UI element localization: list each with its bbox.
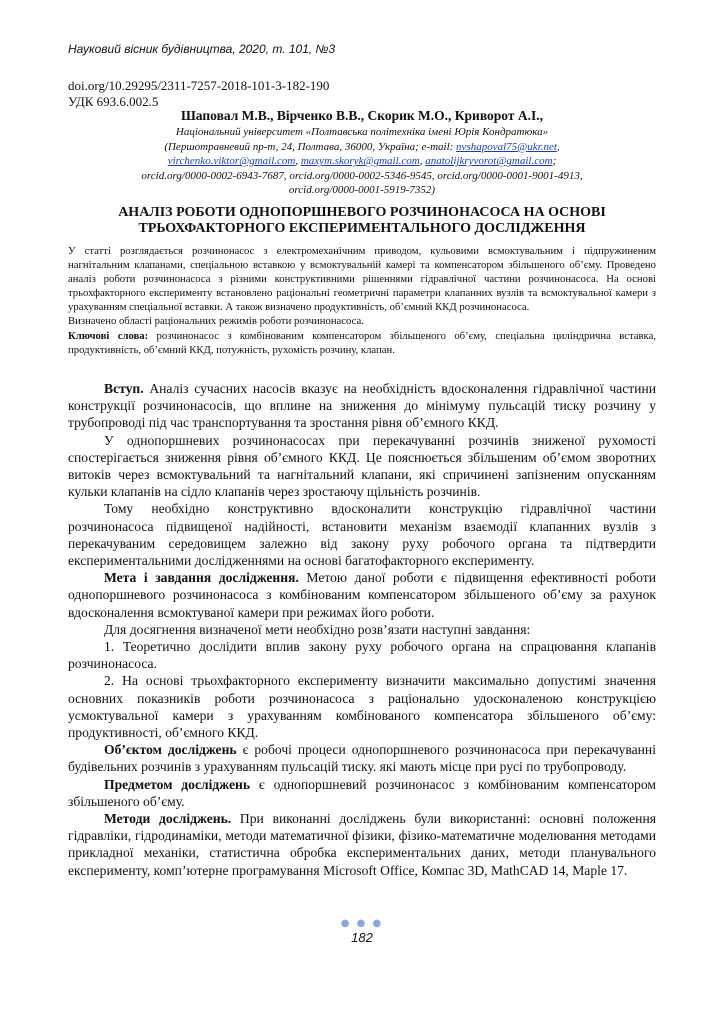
keywords	[68, 329, 656, 357]
paragraph: Для досягнення визначеної мети необхідно розв’язати наступні завдання:	[104, 621, 531, 637]
title-line-2: ТРЬОХФАКТОРНОГО ЕКСПЕРИМЕНТАЛЬНОГО ДОСЛІДЖЕННЯ	[138, 221, 586, 236]
abstract-text: У статті розглядається розчинонасос з електромеханічним приводом, кульовими всмоктувальним і підпружиненим нагнітальним клапанами, спеціальною вставкою у всмоктувальній камері та компенсатором збільшеного об’єму. Проведено аналіз роботи розчинонасоса з різними конструктивними рішеннями гідравлічної частини розчинонасоса. На основі трьохфакторного експерименту встановлено раціональні геометричні параметри клапанних вузлів та всмоктувальної камери з урахуванням спеціальної вставки. А також визначено продуктивність, об’ємний ККД розчинонасоса.	[68, 245, 656, 314]
abstract	[68, 244, 656, 357]
doi: doi.org/10.29295/2311-7257-2018-101-3-182-190	[68, 78, 330, 93]
paragraph-text: є однопоршневий розчинонасос з комбінованим компенсатором збільшеного об’єму.	[68, 776, 656, 809]
body-text	[68, 380, 656, 879]
journal-header: Науковий вісник будівництва, 2020, т. 101, №3	[68, 42, 336, 56]
orcid-line-1: orcid.org/0000-0002-6943-7687, orcid.org/0000-0002-5346-9545, orcid.org/0000-0001-9001-4913,	[141, 169, 583, 182]
affiliation	[68, 125, 656, 198]
paragraph	[68, 776, 656, 810]
section-heading: Об’єктом досліджень	[104, 742, 237, 758]
abstract-text-2: Визначено області раціональних режимів роботи розчинонасоса.	[68, 315, 364, 328]
keywords-text: розчинонасос з комбінованим компенсатором збільшеного об’єму, спеціальна циліндрична вставка, продуктивність, об’ємний ККД, потужність, рухомість розчину, клапан.	[68, 329, 656, 356]
section-heading: Методи досліджень.	[104, 811, 232, 827]
paragraph-text: Аналіз сучасних насосів вказує на необхідність вдосконалення гідравлічної частини конструкції розчинонасосів, що вплине на зниження до мінімуму пульсацій тиску розчину у трубопроводі під час транспортування та зростання рівня об’ємного ККД.	[68, 381, 656, 431]
orcid-line-2: orcid.org/0000-0001-5919-7352)	[288, 184, 436, 197]
paragraph	[68, 810, 656, 879]
affiliation-address: (Першотравневий пр-т, 24, Полтава, 36000, Україна; e-mail: nvshapoval75@ukr.net,	[164, 140, 560, 153]
page-number: 182	[351, 930, 373, 945]
affiliation-line: Національний університет «Полтавська політехніка імені Юрія Кондратюка»	[175, 126, 549, 138]
authors: Шаповал М.В., Вірченко В.В., Скорик М.О., Криворот А.І.,	[180, 108, 543, 123]
paragraph	[68, 741, 656, 775]
section-heading: Мета і завдання дослідження.	[104, 570, 299, 586]
paragraph-text: При виконанні досліджень були використанні: основні положення гідравліки, гідродинаміки, методи математичної фізики, фізико-математичне моделювання методами прикладної механіки, статистична обробка експериментальних даних, методи планувального експерименту, комп’ютерне програмування Microsoft Office, Компас 3D, MathCAD 14, Maple 17.	[68, 811, 656, 878]
email-link-1[interactable]: nvshapoval75@ukr.net	[456, 140, 557, 153]
keywords-label: Ключові слова:	[68, 329, 149, 342]
address-text: (Першотравневий пр-т, 24, Полтава, 36000, Україна; e-mail:	[164, 140, 457, 153]
paper-title	[68, 205, 656, 237]
paragraph	[68, 380, 656, 432]
paragraph: У однопоршневих розчинонасосах при перекачуванні розчинів зниженої рухомості спостерігається зниження рівня об’ємного ККД. Це пояснюється збільшеним об’ємом зворотних витоків через всмоктувальний та нагнітальний клапани, які спричинені запізненим опусканням кульки клапанів на сідло клапанів через зростаючу щільність розчинів.	[68, 432, 656, 500]
email-link-3[interactable]: maxym.skoryk@gmail.com	[300, 155, 420, 168]
paragraph-text: Метою даної роботи є підвищення ефективності роботи однопоршневого розчинонасоса з комбінованим компенсатором збільшеного об’єму за рахунок вдосконалення всмоктуваної камери при режимах його роботи.	[68, 570, 656, 620]
paragraph-text: є робочі процеси однопоршневого розчинонасоса при перекачуванні будівельних розчинів з урахуванням пульсацій тиску. які мають місце при русі по трубопроводу.	[68, 742, 656, 775]
udk: УДК 693.6.002.5	[68, 94, 159, 109]
paragraph: Тому необхідно конструктивно вдосконалити конструкцію гідравлічної частини розчинонасоса підвищеної надійності, встановити механізм взаємодії клапанних вузлів з перекачуваним середовищем залежно від закону руху робочого органа та підтвердити експериментальними дослідженнями на основі багатофакторного експерименту.	[68, 501, 656, 569]
section-heading: Вступ.	[104, 381, 144, 396]
email-link-4[interactable]: anatolijkryvorot@gmail.com	[425, 155, 553, 168]
paragraph: 2. На основі трьохфакторного експерименту визначити максимально допустимі значення основних показників роботи розчинонасоса з раціонально удосконаленою конструкцією усмоктувальної камери з урахуванням комбінованого компенсатора збільшеного об’єму: продуктивності, об’ємного ККД.	[68, 673, 656, 741]
email-line: virchenko.viktor@gmail.com, maxym.skoryk@gmail.com, anatolijkryvorot@gmail.com;	[167, 155, 557, 168]
paragraph	[68, 569, 656, 621]
footer-dots: ● ● ●	[340, 918, 384, 929]
paragraph: 1. Теоретично дослідити вплив закону руху робочого органа на спрацювання клапанів розчинонасоса.	[68, 639, 656, 672]
section-heading: Предметом досліджень	[104, 776, 251, 792]
email-link-2[interactable]: virchenko.viktor@gmail.com	[167, 155, 296, 168]
title-line-1: АНАЛІЗ РОБОТИ ОДНОПОРШНЕВОГО РОЗЧИНОНАСОСА НА ОСНОВІ	[118, 205, 606, 220]
